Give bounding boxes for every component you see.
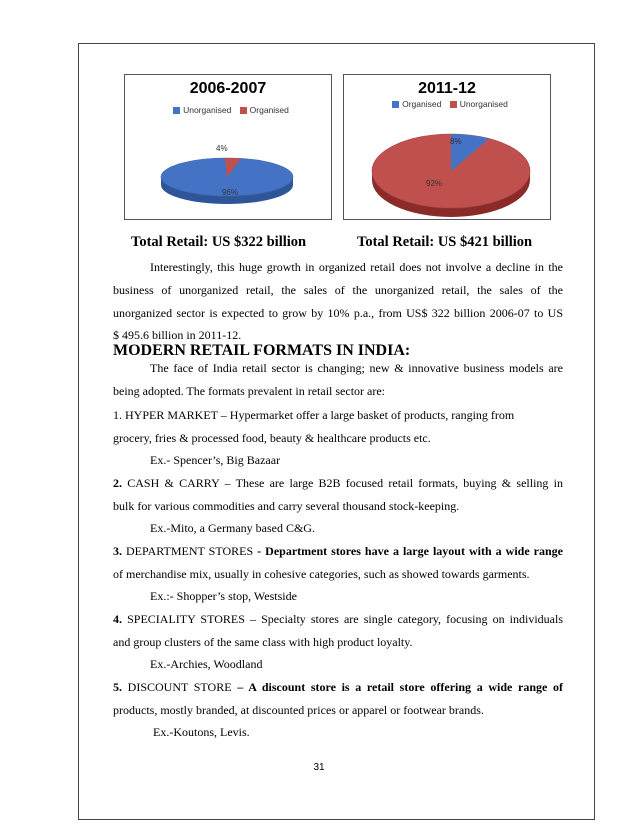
- item-name: CASH & CARRY: [127, 476, 220, 490]
- item-example: Ex.- Spencer’s, Big Bazaar: [150, 453, 281, 467]
- item-number: 5.: [113, 680, 122, 694]
- item-text-line: bulk for various commodities and carry several thousand stock-keeping.: [113, 499, 460, 513]
- item-example: Ex.-Koutons, Levis.: [153, 725, 250, 739]
- paragraph-line: business of unorganized retail, the sales of the unorganized retail, the sales of the: [113, 283, 563, 297]
- paragraph-line: Interestingly, this huge growth in organized retail does not involve a decline in the: [150, 260, 563, 274]
- item-example: Ex.:- Shopper’s stop, Westside: [150, 589, 297, 603]
- item-example: Ex.-Archies, Woodland: [150, 657, 263, 671]
- format-item-department-stores: [113, 540, 563, 563]
- chart-title: 2006-2007: [189, 80, 267, 97]
- item-text: – Hypermarket offer a large basket of products, ranging from: [220, 408, 515, 422]
- item-text-line: products, mostly branded, at discounted prices or apparel or footwear brands.: [113, 703, 484, 717]
- item-number: 4.: [113, 612, 122, 626]
- item-name: SPECIALITY STORES: [127, 612, 245, 626]
- page-number: 31: [313, 762, 325, 773]
- pie-chart-2011-12: [343, 74, 551, 220]
- slice-label: 8%: [450, 137, 462, 146]
- item-text: – A discount store is a retail store offering a wide range of: [237, 680, 563, 694]
- format-item-discount-store: [113, 676, 563, 699]
- paragraph-line: The face of India retail sector is changing; new & innovative business models are: [150, 361, 563, 375]
- pie-svg: [344, 75, 552, 221]
- item-example: Ex.-Mito, a Germany based C&G.: [150, 521, 315, 535]
- legend-label: Unorganised: [183, 105, 232, 115]
- item-number: 2.: [113, 476, 122, 490]
- paragraph-line: unorganized sector is expected to grow by 10% p.a., from US$ 322 billion 2006-07 to US: [113, 306, 563, 320]
- paragraph-line: being adopted. The formats prevalent in retail sector are:: [113, 384, 386, 398]
- item-text-line: grocery, fries & processed food, beauty & healthcare products etc.: [113, 431, 431, 445]
- legend-label: Unorganised: [459, 99, 508, 109]
- item-text: - Department stores have a large layout with a wide range: [257, 544, 564, 558]
- section-heading: MODERN RETAIL FORMATS IN INDIA:: [113, 342, 411, 359]
- format-item-cash-carry: [113, 472, 563, 495]
- item-name: DEPARTMENT STORES: [126, 544, 254, 558]
- pie-chart-2006-2007: [124, 74, 332, 220]
- item-number: 3.: [113, 544, 122, 558]
- format-item-hyper-market: [113, 404, 563, 427]
- item-name: HYPER MARKET: [125, 408, 218, 422]
- chart-title: 2011-12: [418, 80, 476, 97]
- slice-label: 96%: [222, 188, 239, 197]
- slice-label: 92%: [426, 179, 443, 188]
- item-text: – These are large B2B focused retail formats, buying & selling in: [224, 476, 563, 490]
- item-text-line: and group clusters of the same class with high product loyalty.: [113, 635, 413, 649]
- slice-label: 4%: [216, 144, 228, 153]
- total-retail-2006: Total Retail: US $322 billion: [131, 234, 307, 250]
- item-text-line: of merchandise mix, usually in cohesive categories, such as showed towards garments.: [113, 567, 530, 581]
- total-retail-2011: Total Retail: US $421 billion: [357, 234, 533, 250]
- item-number: 1.: [113, 408, 122, 422]
- legend-label: Organised: [249, 105, 289, 115]
- pie-svg: [125, 75, 333, 221]
- item-text: – Specialty stores are single category, focusing on individuals: [250, 612, 564, 626]
- paragraph-line: $ 495.6 billion in 2011-12.: [113, 328, 242, 342]
- item-name: DISCOUNT STORE: [127, 680, 232, 694]
- format-item-speciality-stores: [113, 608, 563, 631]
- legend-label: Organised: [402, 99, 442, 109]
